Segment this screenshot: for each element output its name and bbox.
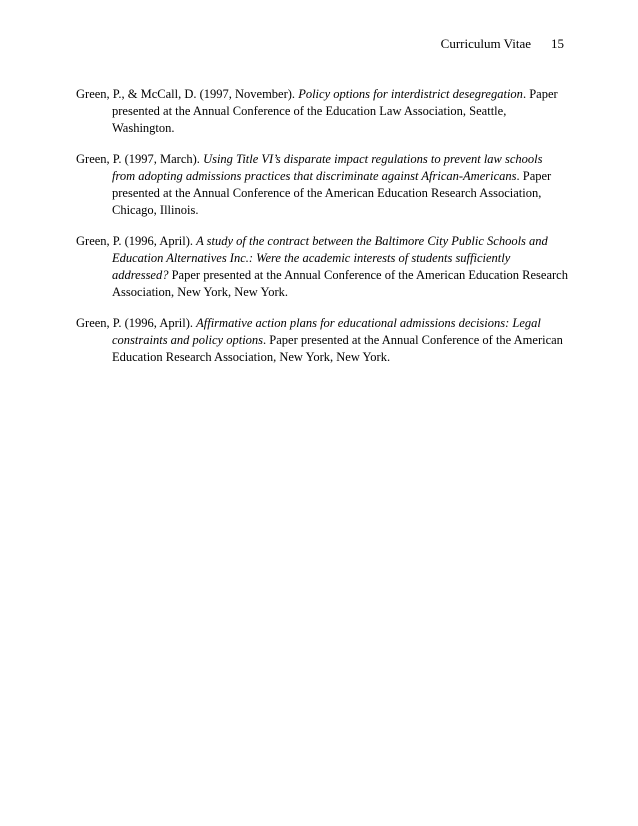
header-title: Curriculum Vitae bbox=[440, 36, 531, 51]
reference-entry bbox=[76, 233, 568, 301]
page-header bbox=[441, 36, 564, 52]
reference-lead: Green, P. (1996, April). bbox=[76, 316, 197, 330]
reference-title: Affirmative action plans for educational admissions decisions: Legal constraints and policy options bbox=[112, 316, 541, 347]
page-number: 15 bbox=[551, 36, 564, 51]
reference-title: Policy options for interdistrict desegregation bbox=[298, 87, 523, 101]
reference-lead: Green, P., & McCall, D. (1997, November). bbox=[76, 87, 299, 101]
reference-entry bbox=[76, 151, 568, 219]
reference-title: Using Title VI’s disparate impact regulations to prevent law schools from adopting admissions practices that discriminate against African-Americans bbox=[112, 152, 543, 183]
reference-list bbox=[76, 86, 568, 380]
reference-entry bbox=[76, 86, 568, 137]
reference-lead: Green, P. (1997, March). bbox=[76, 152, 204, 166]
reference-details: Paper presented at the Annual Conference of the American Education Research Association, New York, New York. bbox=[112, 268, 568, 299]
reference-details: . Paper presented at the Annual Conference of the Education Law Association, Seattle, Washington. bbox=[112, 87, 558, 135]
reference-lead: Green, P. (1996, April). bbox=[76, 234, 197, 248]
reference-title: A study of the contract between the Baltimore City Public Schools and Education Alternatives Inc.: Were the academic interests of students sufficiently addressed? bbox=[112, 234, 548, 282]
reference-details: . Paper presented at the Annual Conference of the American Education Research Association, Chicago, Illinois. bbox=[112, 169, 552, 217]
reference-entry bbox=[76, 315, 568, 366]
reference-details: . Paper presented at the Annual Conference of the American Education Research Association, New York, New York. bbox=[112, 333, 563, 364]
